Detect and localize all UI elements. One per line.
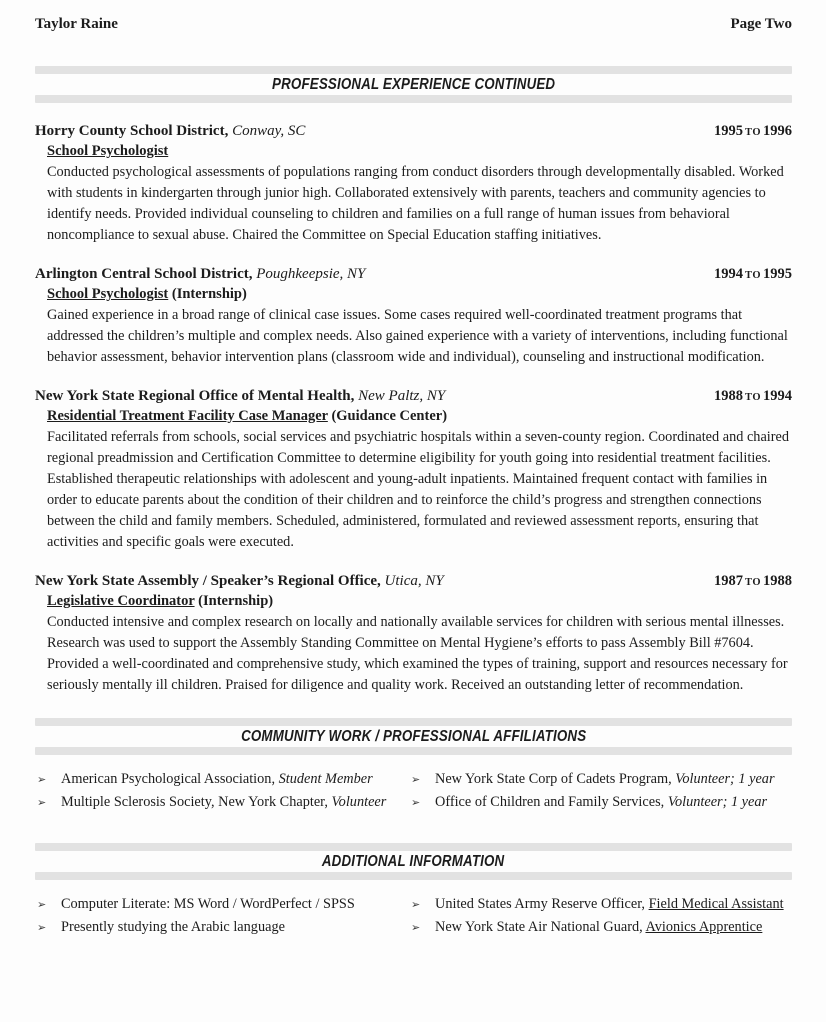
date-connector: TO bbox=[745, 127, 761, 138]
page-number-label: Page Two bbox=[730, 16, 792, 32]
job-description: Conducted intensive and complex research on locally and nationally available services for children with serious mental illnesses. Research was used to support the Assembly Standing Committee on Mental Hygiene’s efforts to pass Assembly Bill #7604. Provided a well-coordinated and comprehensive study, which examined the types of training, support and resources necessary for seriously mentally ill children. Praised for diligence and quality work. Received an outstanding letter of recommendation. bbox=[47, 614, 788, 693]
job-description: Facilitated referrals from schools, social services and psychiatric hospitals within a seven-county region. Coordinated and chaired regional preadmission and Certification Committee to determine eligibility for youth going into residential treatment facilities. Established therapeutic relationships with adolescent and young-adult inpatients. Maintained frequent contact with families in order to educate parents about the condition of their children and to reinforce the child’s progress and strengthen connections between the child and family members. Scheduled, administered, formulated and reviewed assessment reports, ensuring that activities and specific goals were executed. bbox=[47, 429, 790, 550]
list-item bbox=[35, 770, 407, 790]
job-heading bbox=[35, 123, 792, 140]
date-connector: TO bbox=[745, 392, 761, 403]
list-item bbox=[35, 918, 407, 938]
job-dates bbox=[714, 573, 792, 590]
arrow-bullet-icon: ➢ bbox=[411, 899, 421, 911]
list-item bbox=[35, 895, 407, 915]
company-location: Conway, SC bbox=[232, 123, 306, 139]
item-label: New York State Air National Guard, bbox=[435, 919, 643, 935]
item-text bbox=[61, 770, 373, 789]
item-detail: Volunteer; 1 year bbox=[675, 771, 775, 787]
section-divider-bar bbox=[35, 95, 792, 103]
community-list bbox=[35, 770, 792, 813]
company-line bbox=[35, 266, 365, 283]
date-connector: TO bbox=[745, 577, 761, 588]
list-item bbox=[35, 793, 407, 813]
section-title-text: ADDITIONAL INFORMATION bbox=[322, 853, 505, 870]
item-detail: Volunteer bbox=[331, 794, 387, 810]
arrow-bullet-icon: ➢ bbox=[37, 899, 47, 911]
company-line bbox=[35, 123, 305, 140]
job-entry-horry-county bbox=[35, 123, 792, 246]
candidate-name: Taylor Raine bbox=[35, 16, 118, 32]
section-divider-bar bbox=[35, 747, 792, 755]
experience-section-header bbox=[35, 66, 792, 103]
section-divider-bar bbox=[35, 843, 792, 851]
section-title bbox=[35, 726, 792, 747]
job-entry-nys-mental-health bbox=[35, 388, 792, 553]
item-detail: Volunteer; 1 year bbox=[667, 794, 768, 810]
job-description: Gained experience in a broad range of clinical case issues. Some cases required well-coordinated treatment programs that addressed the children’s multiple and complex needs. Also gained experience with a variety of interventions, including functional behavior assessment, behavior intervention plans (classroom wide and individual), counseling and instructional modification. bbox=[47, 307, 788, 365]
item-label: American Psychological Association, bbox=[61, 771, 276, 787]
job-entry-arlington bbox=[35, 266, 792, 368]
company-line bbox=[35, 573, 444, 590]
arrow-bullet-icon: ➢ bbox=[411, 922, 421, 934]
company-name: New York State Assembly / Speaker’s Regional Office, bbox=[35, 573, 381, 589]
section-title-text: PROFESSIONAL EXPERIENCE CONTINUED bbox=[271, 76, 556, 93]
arrow-bullet-icon: ➢ bbox=[37, 797, 47, 809]
job-title: School Psychologist bbox=[47, 286, 169, 302]
list-item bbox=[409, 895, 792, 915]
job-title-line bbox=[47, 286, 792, 303]
company-location: Poughkeepsie, NY bbox=[256, 266, 366, 282]
arrow-bullet-icon: ➢ bbox=[37, 774, 47, 786]
job-heading bbox=[35, 388, 792, 405]
item-detail: Student Member bbox=[278, 771, 373, 787]
item-text bbox=[61, 793, 386, 812]
item-text bbox=[435, 770, 775, 789]
job-title-note: (Guidance Center) bbox=[327, 408, 448, 424]
arrow-bullet-icon: ➢ bbox=[37, 922, 47, 934]
date-end: 1988 bbox=[763, 573, 792, 589]
job-title-line bbox=[47, 593, 792, 610]
item-text bbox=[435, 793, 767, 812]
list-item bbox=[409, 793, 792, 813]
item-label: United States Army Reserve Officer, bbox=[435, 896, 645, 912]
job-title-line bbox=[47, 143, 792, 160]
section-title bbox=[35, 74, 792, 95]
item-text bbox=[435, 895, 784, 914]
job-heading bbox=[35, 266, 792, 283]
job-dates bbox=[714, 388, 792, 405]
job-title: School Psychologist bbox=[47, 143, 169, 159]
section-title-text: COMMUNITY WORK / PROFESSIONAL AFFILIATIONS bbox=[240, 728, 587, 745]
job-dates bbox=[714, 266, 792, 283]
company-name: New York State Regional Office of Mental Health, bbox=[35, 388, 355, 404]
date-end: 1994 bbox=[763, 388, 792, 404]
date-end: 1995 bbox=[763, 266, 792, 282]
list-item bbox=[409, 918, 792, 938]
job-description: Conducted psychological assessments of populations ranging from conduct disorders through developmentally disabled. Worked with students in kindergarten through junior high. Collaborated extensively with parents, teachers and community agencies to identify needs. Provided individual counseling to children and families on a full range of human issues from behavioral noncompliance to sexual abuse. Chaired the Committee on Special Education staffing initiatives. bbox=[47, 164, 784, 243]
arrow-bullet-icon: ➢ bbox=[411, 774, 421, 786]
item-label: New York State Corp of Cadets Program, bbox=[435, 771, 672, 787]
company-line bbox=[35, 388, 445, 405]
job-entry-nys-assembly bbox=[35, 573, 792, 696]
item-detail: Avionics Apprentice bbox=[645, 919, 763, 935]
job-dates bbox=[714, 123, 792, 140]
company-name: Arlington Central School District, bbox=[35, 266, 253, 282]
job-title-line bbox=[47, 408, 792, 425]
additional-section-header bbox=[35, 843, 792, 880]
date-start: 1987 bbox=[714, 573, 744, 589]
item-label: Presently studying the Arabic language bbox=[61, 919, 285, 935]
arrow-bullet-icon: ➢ bbox=[411, 797, 421, 809]
date-end: 1996 bbox=[763, 123, 792, 139]
job-title: Residential Treatment Facility Case Manager bbox=[47, 408, 328, 424]
item-text bbox=[435, 918, 762, 937]
community-section-header bbox=[35, 718, 792, 755]
section-divider-bar bbox=[35, 66, 792, 74]
section-divider-bar bbox=[35, 718, 792, 726]
item-label: Multiple Sclerosis Society, New York Chapter, bbox=[61, 794, 328, 810]
list-item bbox=[409, 770, 792, 790]
company-location: Utica, NY bbox=[384, 573, 444, 589]
job-title-note: (Internship) bbox=[194, 593, 274, 609]
section-divider-bar bbox=[35, 872, 792, 880]
item-text bbox=[61, 918, 285, 937]
date-start: 1995 bbox=[714, 123, 744, 139]
job-title-note: (Internship) bbox=[168, 286, 247, 302]
item-label: Computer Literate: MS Word / WordPerfect / SPSS bbox=[61, 896, 355, 912]
date-start: 1988 bbox=[714, 388, 744, 404]
job-title: Legislative Coordinator bbox=[47, 593, 195, 609]
company-location: New Paltz, NY bbox=[358, 388, 446, 404]
company-name: Horry County School District, bbox=[35, 123, 229, 139]
item-label: Office of Children and Family Services, bbox=[435, 794, 665, 810]
additional-list bbox=[35, 895, 792, 938]
job-heading bbox=[35, 573, 792, 590]
date-start: 1994 bbox=[714, 266, 744, 282]
item-detail: Field Medical Assistant bbox=[648, 896, 784, 912]
date-connector: TO bbox=[745, 270, 761, 281]
item-text bbox=[61, 895, 355, 914]
section-title bbox=[35, 851, 792, 872]
page-header bbox=[35, 16, 792, 33]
